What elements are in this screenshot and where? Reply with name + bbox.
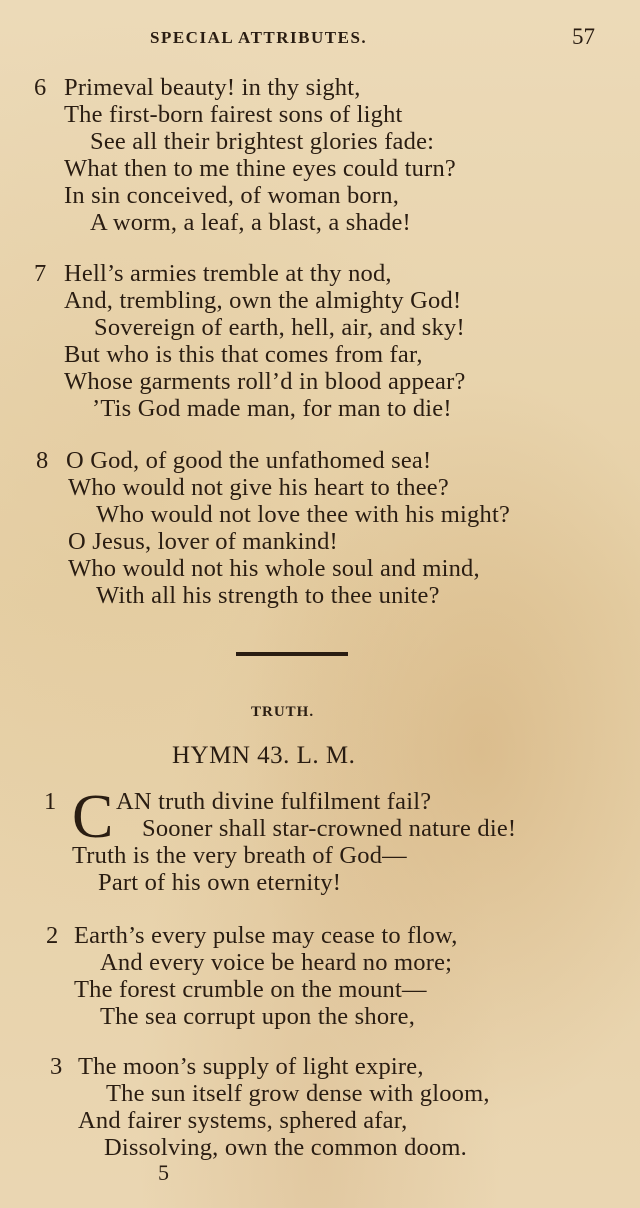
verse-line: ’Tis God made man, for man to die! (92, 395, 452, 422)
verse-line: Dissolving, own the common doom. (104, 1134, 468, 1161)
verse-line: The first-born fairest sons of light (64, 101, 403, 128)
verse-line: The sun itself grow dense with gloom, (106, 1080, 490, 1107)
verse-line: The sea corrupt upon the shore, (100, 1003, 416, 1030)
verse-line: And every voice be heard no more; (100, 949, 453, 976)
verse-line: The moon’s supply of light expire, (78, 1053, 424, 1080)
running-head: SPECIAL ATTRIBUTES. (150, 28, 368, 47)
stanza-number: 1 (44, 788, 57, 815)
verse-line: Part of his own eternity! (98, 869, 342, 896)
drop-cap: C (72, 783, 114, 851)
verse-line: And fairer systems, sphered afar, (78, 1107, 408, 1134)
verse-line: Truth is the very breath of God— (72, 842, 407, 869)
verse-line: And, trembling, own the almighty God! (64, 287, 462, 314)
stanza-number: 3 (50, 1053, 63, 1080)
verse-line: Hell’s armies tremble at thy nod, (64, 260, 392, 287)
stanza-number: 8 (36, 447, 49, 474)
verse-line: In sin conceived, of woman born, (64, 182, 400, 209)
verse-line: Who would not his whole soul and mind, (68, 555, 480, 582)
verse-line: Who would not give his heart to thee? (68, 474, 449, 501)
verse-line: Sovereign of earth, hell, air, and sky! (94, 314, 465, 341)
verse-line: With all his strength to thee unite? (96, 582, 440, 609)
verse-line: O Jesus, lover of mankind! (68, 528, 338, 555)
verse-line: A worm, a leaf, a blast, a shade! (90, 209, 411, 236)
verse-line: The forest crumble on the mount— (74, 976, 427, 1003)
verse-line: O God, of good the unfathomed sea! (66, 447, 432, 474)
signature-mark: 5 (158, 1160, 169, 1185)
hymn-title: HYMN 43. L. M. (172, 742, 356, 769)
verse-line: AN truth divine fulfilment fail? (116, 788, 432, 815)
verse-line: What then to me thine eyes could turn? (64, 155, 456, 182)
verse-line: Who would not love thee with his might? (96, 501, 511, 528)
verse-line: But who is this that comes from far, (64, 341, 423, 368)
verse-line: See all their brightest glories fade: (90, 128, 435, 155)
verse-line: Whose garments roll’d in blood appear? (64, 368, 466, 395)
section-title: TRUTH. (251, 704, 315, 720)
stanza-number: 6 (34, 74, 47, 101)
page-number: 57 (572, 24, 595, 49)
verse-line: Earth’s every pulse may cease to flow, (74, 922, 458, 949)
stanza-number: 7 (34, 260, 47, 287)
stanza-number: 2 (46, 922, 59, 949)
section-divider-rule (236, 652, 348, 656)
verse-line: Primeval beauty! in thy sight, (64, 74, 361, 101)
verse-line: Sooner shall star-crowned nature die! (142, 815, 517, 842)
